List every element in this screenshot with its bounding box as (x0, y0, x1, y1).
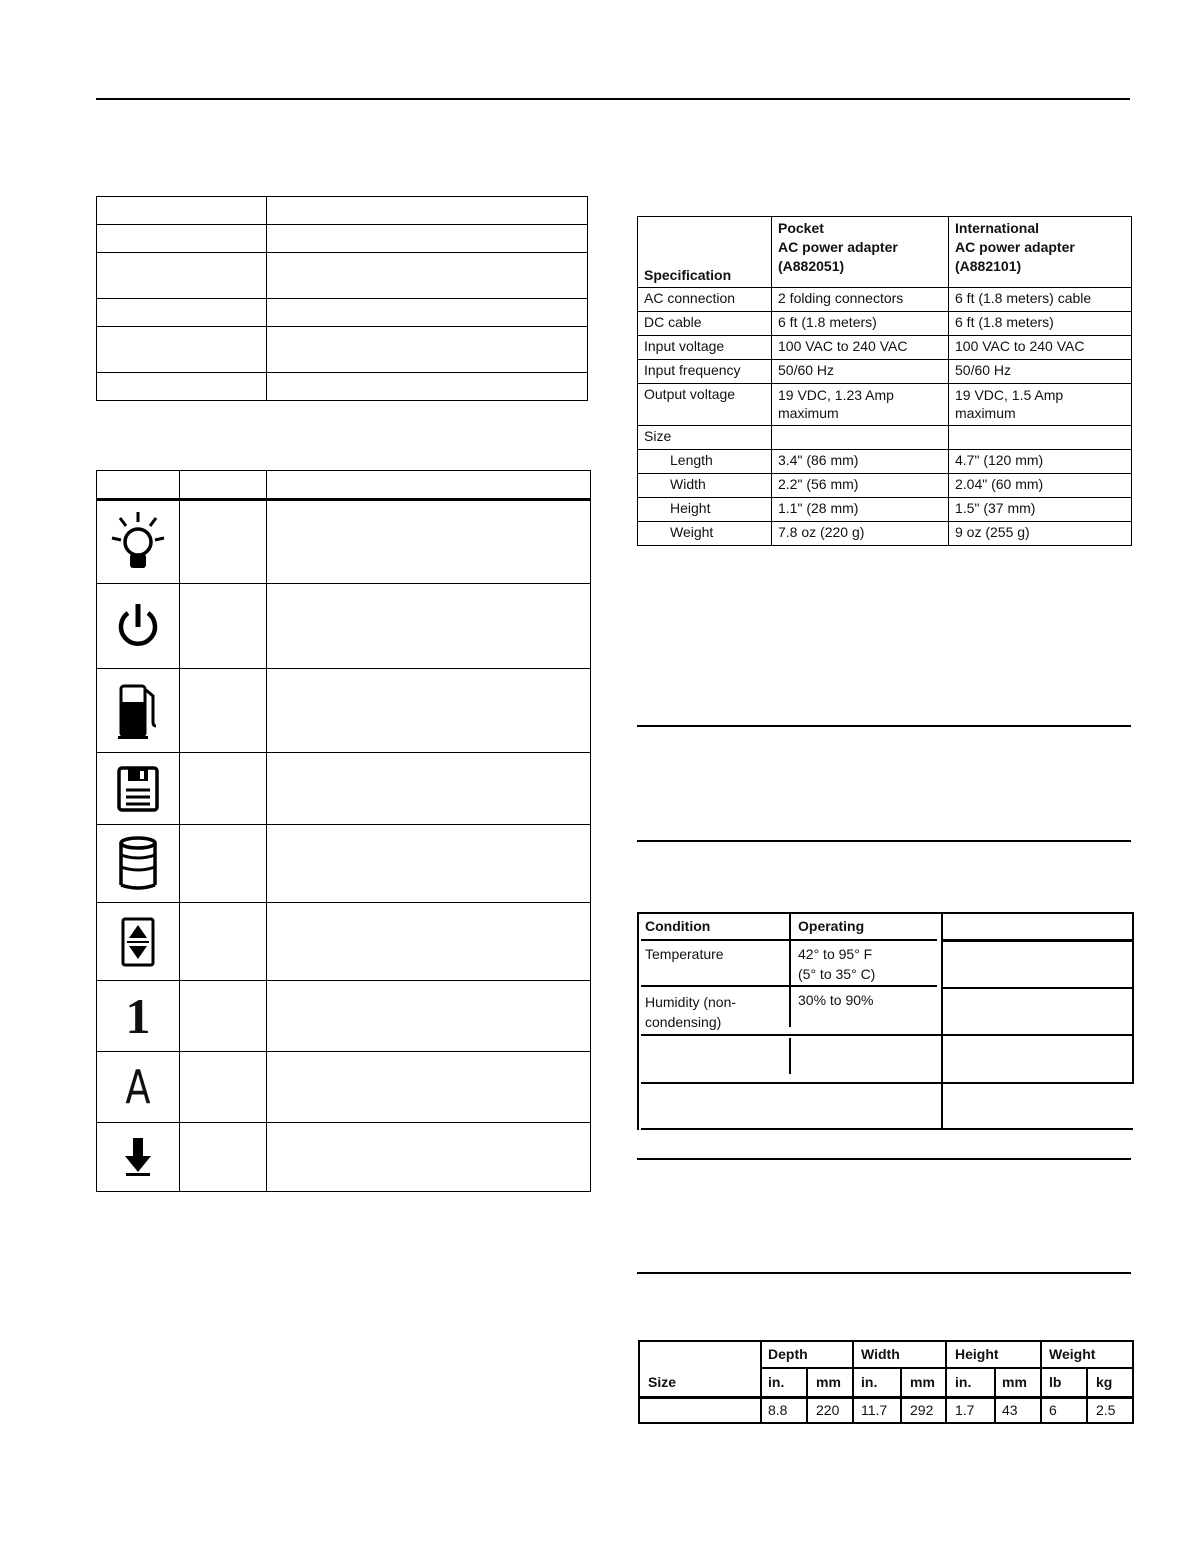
unit-label: mm (910, 1374, 935, 1390)
temperature-label: Temperature (645, 946, 724, 962)
floppy-disk-icon (97, 765, 179, 813)
header-international-adapter: International AC power adapter (A882101) (949, 217, 1132, 288)
header-depth: Depth (768, 1346, 808, 1362)
value-cell: 6 (1049, 1402, 1057, 1418)
table-header-cell (267, 471, 591, 500)
table-cell (267, 253, 588, 299)
value-cell: 292 (910, 1402, 934, 1418)
table-row: Size (638, 426, 1132, 450)
table-row (97, 1052, 591, 1123)
scroll-arrows-icon (97, 916, 179, 968)
table-row (97, 1123, 591, 1192)
table-row: AC connection 2 folding connectors 6 ft (1.8 meters) cable (638, 288, 1132, 312)
table-cell (267, 197, 588, 225)
table-cell (97, 373, 267, 401)
table-cell (97, 225, 267, 253)
table-header-cell (180, 471, 267, 500)
table-cell (267, 327, 588, 373)
environment-table (637, 912, 1133, 1130)
header-specification: Specification (638, 217, 772, 288)
header-size: Size (648, 1374, 677, 1390)
table-row: DC cable 6 ft (1.8 meters) 6 ft (1.8 meters) (638, 312, 1132, 336)
power-icon (97, 601, 179, 651)
table-cell (267, 299, 588, 327)
header-condition: Condition (645, 918, 711, 934)
table-row (97, 500, 591, 584)
value-cell: 8.8 (768, 1402, 788, 1418)
table-row (97, 981, 591, 1052)
humidity-operating: 30% to 90% (798, 992, 874, 1008)
section-rule-4 (637, 1272, 1131, 1274)
table-row (97, 825, 591, 903)
section-rule-1 (637, 725, 1131, 727)
section-rule-2 (637, 840, 1131, 842)
size-weight-table (638, 1340, 1134, 1424)
unit-label: mm (1002, 1374, 1027, 1390)
header-weight: Weight (1049, 1346, 1096, 1362)
table-row: Weight 7.8 oz (220 g) 9 oz (255 g) (638, 522, 1132, 546)
table-row: Height 1.1" (28 mm) 1.5" (37 mm) (638, 498, 1132, 522)
value-cell: 220 (816, 1402, 840, 1418)
header-width: Width (861, 1346, 900, 1362)
table-cell (97, 327, 267, 373)
value-cell: 1.7 (955, 1402, 975, 1418)
table-cell (97, 299, 267, 327)
table-cell (97, 197, 267, 225)
letter-a-icon: A (125, 1060, 151, 1114)
table-row (97, 584, 591, 669)
indicator-icon-table (96, 470, 591, 1192)
table-row: Length 3.4" (86 mm) 4.7" (120 mm) (638, 450, 1132, 474)
table-cell (267, 225, 588, 253)
unit-label: in. (768, 1374, 785, 1390)
table-row: Width 2.2" (56 mm) 2.04" (60 mm) (638, 474, 1132, 498)
unit-label: lb (1049, 1374, 1062, 1390)
humidity-label: Humidity (non- condensing) (645, 994, 737, 1030)
table-header-cell (97, 471, 180, 500)
left-spec-table (96, 196, 588, 401)
header-operating: Operating (798, 918, 865, 934)
table-cell (267, 373, 588, 401)
table-row: Input voltage 100 VAC to 240 VAC 100 VAC to 240 VAC (638, 336, 1132, 360)
numeral-one-icon: 1 (125, 988, 151, 1044)
table-row (97, 903, 591, 981)
header-pocket-adapter: Pocket AC power adapter (A882051) (772, 217, 949, 288)
unit-label: in. (955, 1374, 972, 1390)
value-cell: 11.7 (861, 1402, 888, 1418)
table-row (97, 669, 591, 753)
table-cell (97, 253, 267, 299)
unit-label: kg (1096, 1374, 1113, 1390)
down-arrow-icon (97, 1136, 179, 1178)
value-cell: 43 (1002, 1402, 1018, 1418)
value-cell: 2.5 (1096, 1402, 1116, 1418)
fuel-pump-icon (97, 682, 179, 740)
ac-adapter-spec-table (637, 216, 1132, 546)
unit-label: in. (861, 1374, 878, 1390)
table-row: Input frequency 50/60 Hz 50/60 Hz (638, 360, 1132, 384)
table-row (97, 753, 591, 825)
top-rule (96, 98, 1130, 100)
unit-label: mm (816, 1374, 841, 1390)
section-rule-3 (637, 1158, 1131, 1160)
light-bulb-icon (97, 510, 179, 574)
header-height: Height (955, 1346, 999, 1362)
table-row: Output voltage 19 VDC, 1.23 Amp maximum 19 VDC, 1.5 Amp maximum (638, 384, 1132, 426)
disk-drive-icon (97, 835, 179, 893)
temperature-operating: 42° to 95° F (5° to 35° C) (798, 946, 876, 982)
